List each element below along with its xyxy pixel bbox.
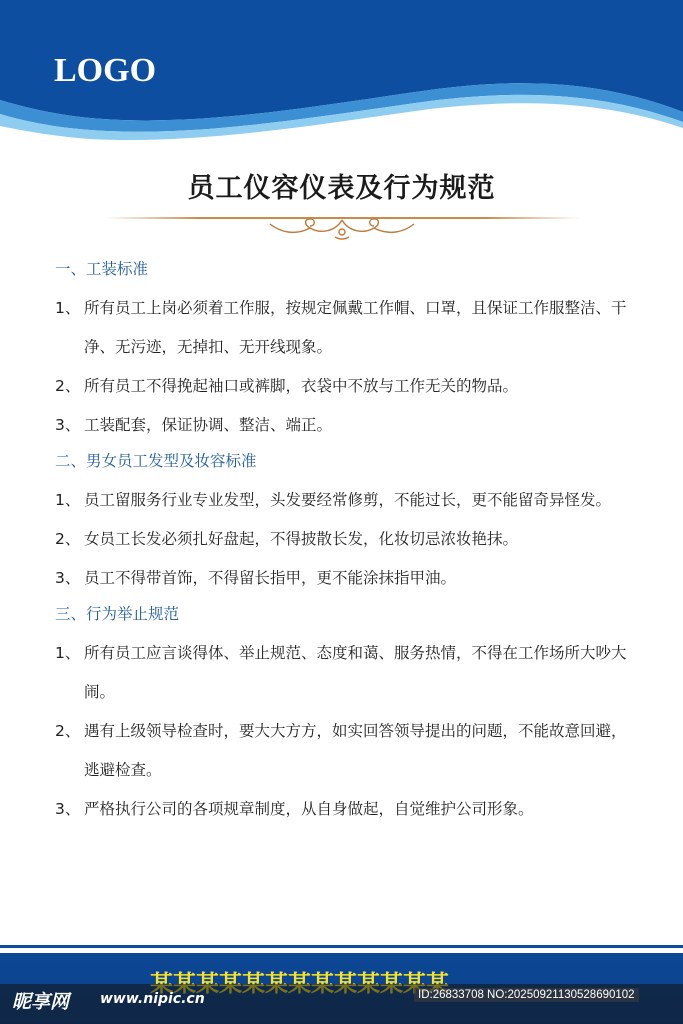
list-item (55, 289, 635, 367)
list-item (55, 367, 635, 406)
footer-divider (0, 945, 683, 948)
item-number: 1、 (55, 644, 81, 662)
item-number: 3、 (55, 800, 81, 818)
list-item (55, 481, 635, 520)
section-heading: 二、男女员工发型及妆容标准 (55, 452, 257, 470)
title-divider-ornament (105, 210, 580, 242)
list-item (55, 406, 635, 445)
item-number: 3、 (55, 416, 81, 434)
item-number: 1、 (55, 299, 81, 317)
list-item (55, 634, 635, 712)
item-text: 员工留服务行业专业发型，头发要经常修剪，不能过长，更不能留奇异怪发。 (84, 491, 612, 509)
list-item (55, 712, 635, 790)
section-heading: 三、行为举止规范 (55, 605, 180, 623)
item-text: 严格执行公司的各项规章制度，从自身做起，自觉维护公司形象。 (84, 800, 534, 818)
item-number: 2、 (55, 377, 81, 395)
watermark-site-logo: 昵享网 (12, 991, 70, 1013)
content-area (55, 253, 635, 829)
item-number: 3、 (55, 569, 81, 587)
item-text: 员工不得带首饰，不得留长指甲，更不能涂抹指甲油。 (84, 569, 457, 587)
item-text: 遇有上级领导检查时，要大大方方，如实回答领导提出的问题，不能故意回避，逃避检查。 (84, 722, 627, 779)
item-number: 2、 (55, 722, 81, 740)
page-title: 员工仪容仪表及行为规范 (187, 173, 496, 204)
item-text: 所有员工不得挽起袖口或裤脚，衣袋中不放与工作无关的物品。 (84, 377, 519, 395)
item-text: 女员工长发必须扎好盘起，不得披散长发，化妆切忌浓妆艳抹。 (84, 530, 519, 548)
header-banner (0, 0, 683, 150)
list-item (55, 520, 635, 559)
list-item (55, 559, 635, 598)
list-item (55, 790, 635, 829)
watermark-url[interactable]: www.nipic.cn (100, 991, 205, 1007)
item-number: 1、 (55, 491, 81, 509)
item-text: 工装配套，保证协调、整洁、端正。 (84, 416, 333, 434)
watermark-id: ID:26833708 NO:20250921130528690102 (414, 988, 639, 1002)
item-text: 所有员工应言谈得体、举止规范、态度和蔼、服务热情，不得在工作场所大吵大闹。 (84, 644, 627, 701)
section-heading: 一、工装标准 (55, 260, 149, 278)
item-number: 2、 (55, 530, 81, 548)
item-text: 所有员工上岗必须着工作服，按规定佩戴工作帽、口罩，且保证工作服整洁、干净、无污迹，无掉扣、无开线现象。 (84, 299, 627, 356)
logo-text: LOGO (54, 52, 157, 89)
